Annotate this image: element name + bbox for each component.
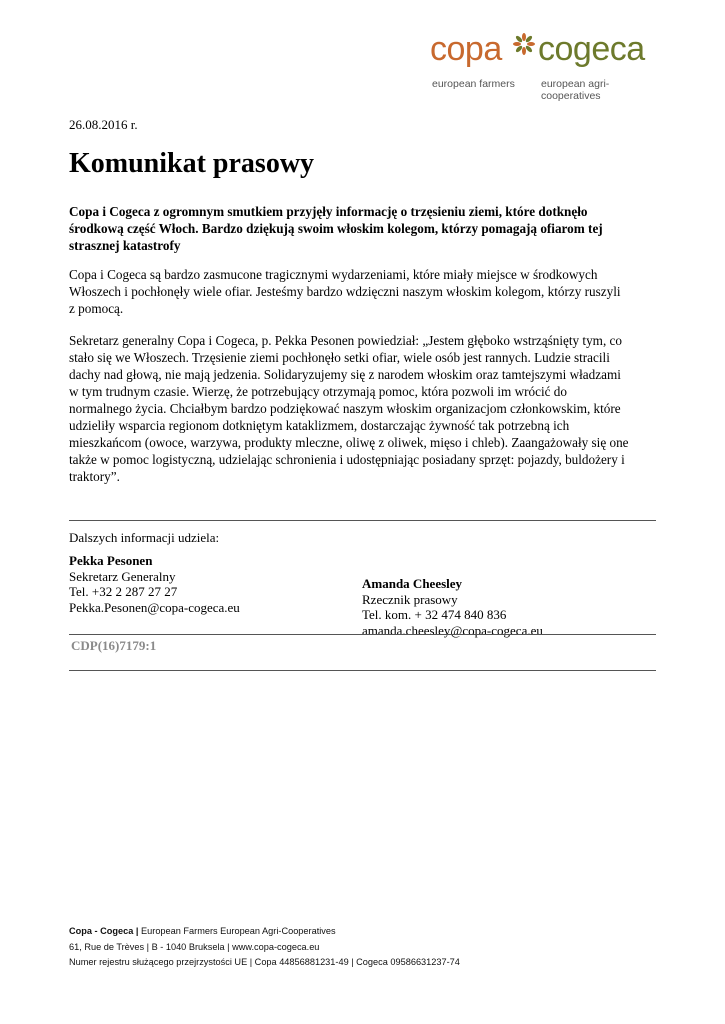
press-date: 26.08.2016 r. xyxy=(69,117,138,132)
divider xyxy=(69,634,656,635)
contact-name: Amanda Cheesley xyxy=(362,576,463,591)
logo-subtitle-farmers: european farmers xyxy=(432,78,515,90)
contact-role: Sekretarz Generalny xyxy=(69,568,176,584)
footer-line-org: Copa - Cogeca | European Farmers European Agri-Cooperatives xyxy=(69,926,336,936)
contact-phone: Tel. kom. + 32 474 840 836 xyxy=(362,607,507,622)
divider xyxy=(69,670,656,671)
footer xyxy=(69,924,460,971)
contact-role: Rzecznik prasowy xyxy=(362,591,458,607)
contact-email[interactable]: Pekka.Pesonen@copa-cogeca.eu xyxy=(69,599,240,615)
contact-card-pesonen xyxy=(69,553,240,615)
page-title: Komunikat prasowy xyxy=(69,148,315,179)
logo-cogeca-text: cogeca xyxy=(538,30,645,68)
lead-paragraph: Copa i Cogeca z ogromnym smutkiem przyjęły informację o trzęsieniu ziemi, które dotknęło środkową część Włoch. Bardzo dziękują swoim włoskim kolegom, którzy pomagają ofiarom tej strasznej katastrofy xyxy=(69,204,603,253)
logo-subtitle-cooperatives: european agri-cooperatives xyxy=(541,78,610,102)
contact-email[interactable]: amanda.cheesley@copa-cogeca.eu xyxy=(362,622,543,638)
document-reference: CDP(16)7179:1 xyxy=(71,638,157,653)
contact-intro: Dalszych informacji udziela: xyxy=(69,530,220,545)
copa-cogeca-logo xyxy=(428,30,668,102)
logo-sun-icon xyxy=(512,32,536,56)
footer-org-description: European Farmers European Agri-Cooperatives xyxy=(141,926,336,936)
footer-org: Copa - Cogeca xyxy=(69,926,134,936)
divider xyxy=(69,520,656,521)
contact-card-cheesley xyxy=(362,576,543,638)
contact-phone: Tel. +32 2 287 27 27 xyxy=(69,584,178,599)
contact-name: Pekka Pesonen xyxy=(69,553,153,568)
body-paragraph-quote: Sekretarz generalny Copa i Cogeca, p. Pekka Pesonen powiedział: „Jestem głęboko wstrząśnięty tym, co stało się we Włoszech. Trzęsienie ziemi pochłonęło setki ofiar, wiele osób jest rannych. Ludzie stracili dachy nad głową, nie mają jedzenia. Solidaryzujemy się z narodem włoskim oraz tamtejszymi władzami w tym trudnym czasie. Wierzę, że potrzebujący otrzymają pomoc, która pozwoli im wrócić do normalnego życia. Chciałbym bardzo podziękować naszym włoskim organizacjom członkowskim, które udzieliły wsparcia regionom dotkniętym kataklizmem, dostarczając żywność tak potrzebną ich mieszkańcom (owoce, warzywa, produkty mleczne, oliwę z oliwek, mięso i chleb). Zaangażowały się one także w pomoc logistyczną, udzielając schronienia i udostępniając posiadany sprzęt: pojazdy, buldożery i traktory”. xyxy=(69,333,629,484)
footer-address: 61, Rue de Trèves | B - 1040 Bruksela | www.copa-cogeca.eu xyxy=(69,941,320,952)
logo-copa-text: copa xyxy=(430,30,502,68)
footer-register: Numer rejestru służącego przejrzystości UE | Copa 44856881231-49 | Cogeca 09586631237-74 xyxy=(69,957,460,967)
body-paragraph: Copa i Cogeca są bardzo zasmucone tragicznymi wydarzeniami, które miały miejsce w środkowych Włoszech i pochłonęły wiele ofiar. Jesteśmy bardzo wdzięczni naszym włoskim kolegom, którzy ruszyli z pomocą. xyxy=(69,267,621,316)
